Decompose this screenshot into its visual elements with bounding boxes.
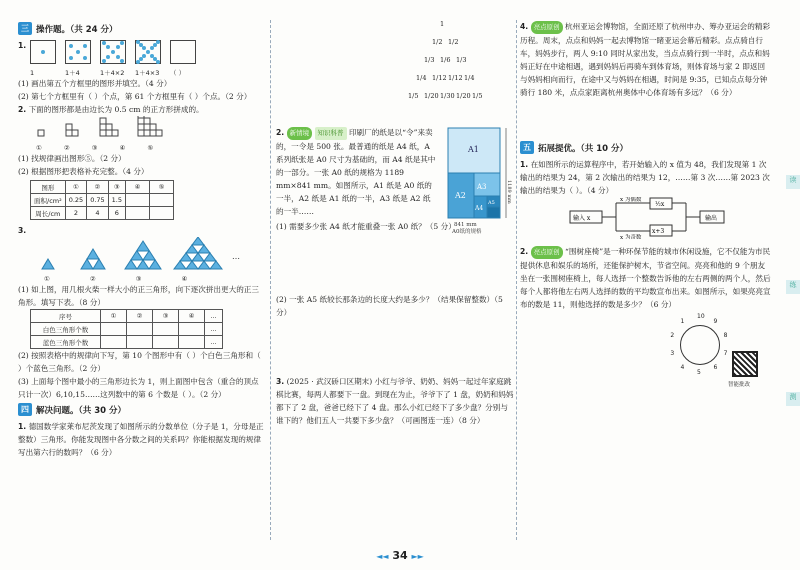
prev-arrow-icon: ◄◄ xyxy=(376,552,389,561)
side-tab[interactable]: 练 xyxy=(786,280,800,294)
flow-odd: x 为奇数 xyxy=(620,235,642,239)
section-badge: 四 xyxy=(18,403,32,416)
question-number: 2. xyxy=(276,128,285,137)
flow-output: 输出 xyxy=(705,215,718,222)
table-cell[interactable] xyxy=(126,194,150,207)
dot-square-5-empty xyxy=(170,40,196,64)
section-4-header xyxy=(18,403,266,416)
table-cell[interactable] xyxy=(150,207,174,220)
question-text: (1) 找规律画出图形⑤。（2 分） xyxy=(18,154,126,163)
triangle-fraction: 1 xyxy=(440,20,445,28)
column-middle xyxy=(276,20,514,540)
dot-square-1 xyxy=(30,40,56,64)
question-text: (2025 · 武汉硚口区期末) 小红与爷爷、奶奶、妈妈一起过年家庭跳棋比赛，每两人都要下一盘。到现在为止，爷爷下了 1 盘，奶奶和妈妈都下了 2 盘，爸爸已经下了 4 盘。那么小红已经下了多少盘？分别与谁下的？他们五人一共要下多少盘？（可画图连一连）（8 分） xyxy=(276,377,514,425)
triangle-fraction: 1/4 xyxy=(464,74,475,82)
seat-number: 2 xyxy=(670,332,675,340)
qr-caption: 智能批改 xyxy=(728,382,751,388)
area-perimeter-table xyxy=(30,180,174,220)
table-cell[interactable] xyxy=(101,336,127,349)
table-cell[interactable] xyxy=(126,207,150,220)
table-cell: 图形 xyxy=(31,181,66,194)
width-label: 841 mm xyxy=(454,222,477,228)
label: ④ xyxy=(119,144,126,152)
a5-label: A5 xyxy=(488,200,495,206)
question-text: 在如图所示的运算程序中，若开始输入的 x 值为 48，我们发现第 1 次输出的结果为 24，第 2 次输出的结果为 12，……第 3 次……第 2023 次输出的结果为（ ）。（4 分） xyxy=(520,160,770,195)
height-label: 1189 mm xyxy=(506,180,512,204)
table-cell: ④ xyxy=(126,181,150,194)
table-cell: 2 xyxy=(65,207,86,220)
a3-label: A3 xyxy=(477,183,487,191)
label: 1＋4×3 xyxy=(135,69,160,77)
table-cell: ① xyxy=(65,181,86,194)
knowledge-tag: 知识科普 xyxy=(315,127,347,140)
triangle-fraction: 1/6 xyxy=(440,56,451,64)
question-text: 德国数学家莱布尼茨发现了如图所示的分数单位（分子是 1，分母是正整数）三角形。你能发现图中各分数之间的关系吗？你能根据发现的规律写出第六行的数吗？（6 分） xyxy=(18,422,264,457)
table-cell: 周长/cm xyxy=(31,207,66,220)
question-text: 印刷厂的纸是以“令”来卖的，一令是 500 张。最普通的纸是 A4 纸，A 系列纸张是 A0 尺寸为基础的，而 A4 纸是其中的一部分。一张 A0 纸的规格为 1189 mm×841 mm。如图所示，A1 纸是 A0 纸的一半，A2 纸是 A1 纸的一半，A3 纸是 A2 纸的一半…… xyxy=(276,128,436,216)
triangle-fraction: 1/30 xyxy=(440,92,455,100)
section-badge: 三 xyxy=(18,22,32,35)
table-cell: ① xyxy=(101,310,127,323)
table-cell: … xyxy=(205,323,223,336)
seat-number: 9 xyxy=(713,318,718,326)
label: 1＋4×2 xyxy=(100,69,125,77)
seat-number: 1 xyxy=(680,318,685,326)
dot-squares xyxy=(30,40,266,66)
a1-label: A1 xyxy=(468,145,479,154)
question-number: 1. xyxy=(18,41,27,50)
label: ① xyxy=(44,275,50,283)
label: （ ） xyxy=(170,69,186,77)
question-number: 4. xyxy=(520,22,529,31)
question-text: (1) 画出第五个方框里的图形并填空。（4 分） xyxy=(18,79,172,88)
seat-number: 3 xyxy=(670,349,675,357)
question-text: (2) 按照表格中的规律向下写，第 10 个图形中有（ ）个白色三角形和（ ）个蓝色三角形。（2 分） xyxy=(18,351,261,373)
section-title: 操作题。（共 24 分） xyxy=(36,24,118,35)
column-divider xyxy=(516,20,517,540)
table-cell[interactable] xyxy=(127,336,153,349)
original-tag: 亮点原创 xyxy=(531,246,563,259)
table-cell: ④ xyxy=(179,310,205,323)
label: 1＋4 xyxy=(65,69,80,77)
section-title: 拓展提优。（共 10 分） xyxy=(538,143,628,154)
table-cell[interactable] xyxy=(179,323,205,336)
svg-text:…: … xyxy=(232,252,240,261)
question-number: 2. xyxy=(520,247,529,256)
new-context-tag: 新情境 xyxy=(287,127,313,140)
leibniz-triangle xyxy=(386,20,506,120)
dot-square-2 xyxy=(65,40,91,64)
square-pattern-labels xyxy=(36,144,266,152)
question-number: 1. xyxy=(18,422,27,431)
figure-caption: A0纸的规格 xyxy=(452,229,482,234)
flowchart xyxy=(560,197,790,239)
table-cell: ② xyxy=(87,181,108,194)
table-cell: ② xyxy=(127,310,153,323)
table-cell: ③ xyxy=(153,310,179,323)
seat-number: 5 xyxy=(697,369,701,376)
label: ① xyxy=(36,144,42,152)
dot-square-4 xyxy=(135,40,161,64)
table-cell: 1.5 xyxy=(108,194,125,207)
section-title: 解决问题。（共 30 分） xyxy=(36,405,126,416)
question-number: 2. xyxy=(18,105,27,114)
section-5-header xyxy=(520,141,772,154)
section-badge: 五 xyxy=(520,141,534,154)
seat-number: 6 xyxy=(713,363,718,371)
section-3-header xyxy=(18,22,266,35)
table-cell: … xyxy=(205,336,223,349)
question-text: 杭州亚运会博物馆，全面还原了杭州申办、筹办亚运会的精彩历程。周末，点点和妈妈一起去博物馆一睹亚运会幕后精彩。点点骑自行车，妈妈步行，两人 9:10 同时从家出发，当点点骑行到一半时，点点和妈妈正好在中途相遇，遇到妈妈后再骑车到体育场，则体育场与家 2 即返回与妈妈相向而行，在途中又与妈妈在相遇，时间是 9:35，已知点点每分钟骑行 180 米，点点家距离杭州奥体中心体育场有多远？（6 分） xyxy=(520,22,771,97)
triangle-fraction: 1/2 xyxy=(432,38,443,46)
label: ⑤ xyxy=(147,144,154,152)
table-cell[interactable] xyxy=(101,323,127,336)
page-number xyxy=(360,549,440,562)
table-cell[interactable] xyxy=(153,336,179,349)
dot-square-labels xyxy=(30,68,266,77)
flow-input: 输入 x xyxy=(573,215,591,222)
triangle-fraction: 1/4 xyxy=(416,74,427,82)
flow-plus: x+3 xyxy=(652,228,665,235)
flow-even: x 为偶数 xyxy=(620,197,642,203)
flow-half: ½x xyxy=(655,201,665,208)
triangle-fraction: 1/3 xyxy=(424,56,435,64)
original-tag: 亮点原创 xyxy=(531,21,563,34)
triangle-fraction: 1/20 xyxy=(424,92,439,100)
column-divider xyxy=(270,20,271,540)
label: ② xyxy=(89,275,96,283)
triangle-fraction: 1/2 xyxy=(448,38,459,46)
question-text: (1) 如上图，用几根火柴一样大小的正三角形，向下逐次拼出更大的正三角形。填写下表。（8 分） xyxy=(18,285,259,307)
table-cell: 蓝色三角形个数 xyxy=(31,336,101,349)
table-cell[interactable] xyxy=(127,323,153,336)
dot-square-3 xyxy=(100,40,126,64)
question-text: (2) 根据图形把表格补充完整。（4 分） xyxy=(18,167,149,176)
label: ③ xyxy=(91,144,98,152)
a4-label: A4 xyxy=(475,205,484,212)
question-text: (2) 一张 A5 纸较长那条边的长度大约是多少？（结果保留整数）（5 分） xyxy=(276,295,503,317)
triangle-labels xyxy=(44,275,266,283)
label: ③ xyxy=(135,275,142,283)
table-cell: 白色三角形个数 xyxy=(31,323,101,336)
label: 1 xyxy=(30,69,35,77)
table-cell: 序号 xyxy=(31,310,101,323)
question-text: (1) 需要多少张 A4 纸才能重叠一张 A0 纸？（5 分） xyxy=(276,222,456,231)
seat-ring xyxy=(680,325,720,365)
triangle-fraction: 1/20 xyxy=(456,92,471,100)
table-cell: … xyxy=(205,310,223,323)
table-cell: 面积/cm² xyxy=(31,194,66,207)
next-arrow-icon: ►► xyxy=(411,552,424,561)
table-cell: 4 xyxy=(87,207,108,220)
table-cell: ③ xyxy=(108,181,125,194)
table-cell[interactable] xyxy=(153,323,179,336)
qr-code[interactable] xyxy=(732,351,758,377)
table-cell: 0.75 xyxy=(87,194,108,207)
question-number: 3. xyxy=(276,377,285,386)
question-text: (3) 上面每个图中最小的三角形边长为 1，则上面图中包含（重合的顶点只计一次）6,10,15……这列数中的第 6 个数是（ ）。（2 分） xyxy=(18,377,259,399)
question-text: 下面的图形都是由边长为 0.5 cm 的正方形拼成的。 xyxy=(28,105,204,114)
table-cell: 6 xyxy=(108,207,125,220)
question-number: 1. xyxy=(520,160,529,169)
triangle-pattern-figure xyxy=(18,237,248,273)
column-left xyxy=(18,20,266,540)
paper-size-figure xyxy=(446,126,518,234)
question-text: “围树座椅”是一种环保节能的城市休闲设施，它不仅能为市民提供休息和娱乐的场所，还能保护树木，节省空间。亮亮和他的 9 个朋友坐在一张围树座椅上，每人选择一个整数告诉他的左右两侧的两个人，然后每个人都将他左右两人选择的数的平均数宣布出来。如图所示，如果亮亮宣布的数是 11，则他选择的数是多少？（6 分） xyxy=(520,247,771,309)
triangle-fraction: 1/3 xyxy=(456,56,467,64)
a2-label: A2 xyxy=(455,191,466,200)
seat-number: 7 xyxy=(723,349,728,357)
label: ④ xyxy=(181,275,188,283)
square-pattern-figure xyxy=(18,116,218,144)
table-cell[interactable] xyxy=(179,336,205,349)
triangle-fraction: 1/12 xyxy=(448,74,463,82)
table-cell: 0.25 xyxy=(65,194,86,207)
triangle-fraction: 1/5 xyxy=(472,92,483,100)
question-text: (2) 第七个方框里有（ ）个点，第 61 个方框里有（ ）个点。（2 分） xyxy=(18,92,252,101)
question-number: 3. xyxy=(18,226,27,235)
triangle-count-table xyxy=(30,309,223,349)
side-tab[interactable]: 测 xyxy=(786,392,800,406)
table-cell[interactable] xyxy=(150,194,174,207)
triangle-fraction: 1/5 xyxy=(408,92,419,100)
page-number-text: 34 xyxy=(392,549,408,562)
seat-circle-figure xyxy=(670,315,730,375)
seat-number: 10 xyxy=(697,313,705,320)
triangle-fraction: 1/12 xyxy=(432,74,447,82)
seat-number: 4 xyxy=(680,363,685,371)
column-right xyxy=(520,20,772,540)
table-cell: ⑤ xyxy=(150,181,174,194)
side-tab[interactable]: 读 xyxy=(786,175,800,189)
label: ② xyxy=(63,144,70,152)
seat-number: 8 xyxy=(723,332,728,340)
